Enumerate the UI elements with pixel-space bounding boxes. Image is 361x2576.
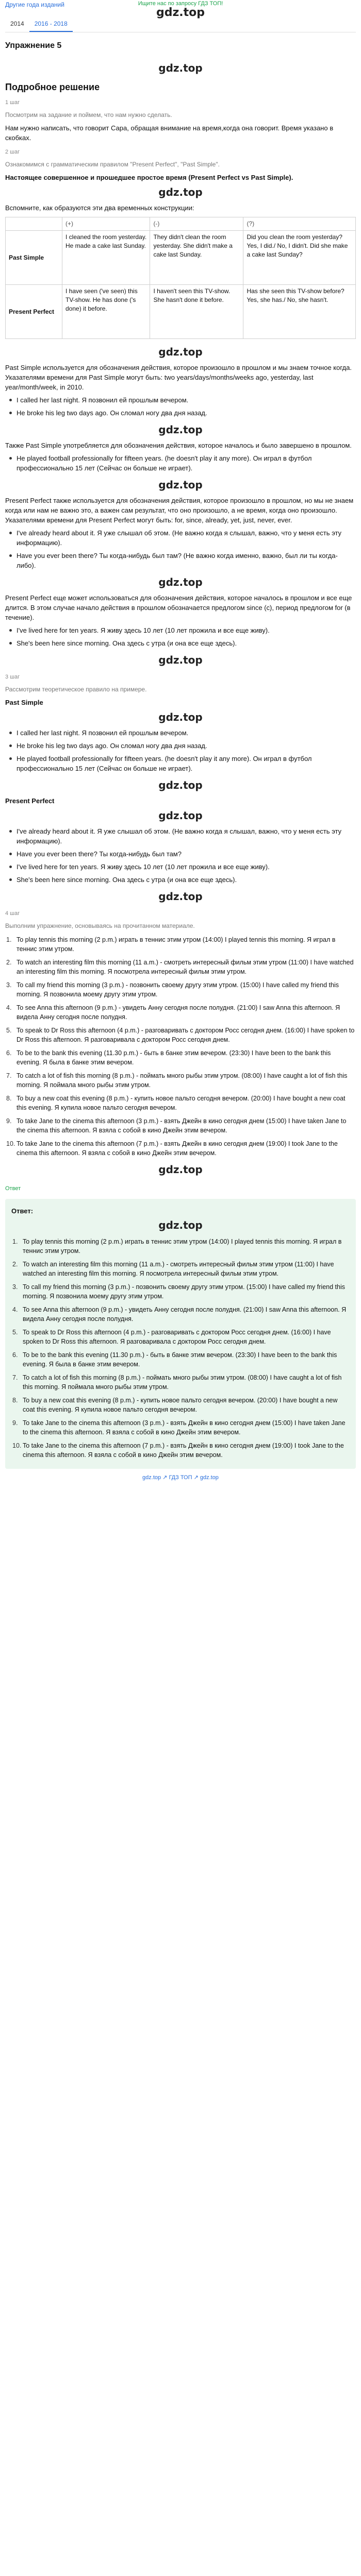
table-header: (?) (243, 217, 356, 231)
step-3-pp-title: Present Perfect (5, 797, 55, 805)
step-3-ps-list (5, 728, 356, 773)
step-2-label: 2 шаг (5, 149, 20, 155)
table-cell: I cleaned the room yesterday. He made a cake last Sunday. (62, 231, 150, 285)
present-perfect-rule: Present Perfect также используется для обозначения действия, которое произошло в прошлом, но мы не знаем когда или нам не важно это, а важен сам результат, что оно произошло, а не время, когда оно произошло. Указателями времени для Present Perfect могут быть: for, since, already, yet, just, never, ever. (5, 497, 354, 524)
list-item: To take Jane to the cinema this afternoon (3 p.m.) - взять Джейн в кино сегодня днем (15:00) I have taken Jane to the cinema this afternoon. Я взяла с собой в кино Джейн этим вечером. (23, 1419, 346, 1436)
list-item: To see Anna this afternoon (9 p.m.) - увидеть Анну сегодня после полудня. (21:00) I saw Anna this afternoon. Я видела Анну сегодня после полудня. (23, 1306, 347, 1323)
table-header: (+) (62, 217, 150, 231)
past-simple-rule-2: Также Past Simple употребляется для обозначения действия, которое началось и было завершено в прошлом. (5, 442, 352, 449)
table-header: (-) (150, 217, 243, 231)
list-item: To play tennis this morning (2 p.m.) играть в теннис этим утром (14:00) I played tennis this morning. Я играл в теннис этим утром. (23, 1238, 342, 1255)
list-item: She's been here since morning. Она здесь с утра (и она все еще здесь). (5, 875, 356, 885)
list-item: To take Jane to the cinema this afternoon (7 p.m.) - взять Джейн в кино сегодня днем (19:00) I took Jane to the cinema this afternoon. Я взяла с собой в кино Джейн этим вечером. (23, 1442, 344, 1459)
site-logo[interactable]: gdz.top (156, 6, 205, 19)
list-item: He broke his leg two days ago. Он сломал ногу два дня назад. (5, 408, 356, 418)
step-4-label: 4 шаг (5, 910, 20, 917)
list-item: I called her last night. Я позвонил ей прошлым вечером. (5, 728, 356, 738)
exercise-title: Упражнение 5 (5, 41, 62, 50)
watermark: gdz.top (158, 62, 203, 74)
step-4-list (5, 935, 356, 1158)
watermark: gdz.top (158, 186, 203, 198)
footer-links[interactable]: gdz.top ↗ ГДЗ ТОП ↗ gdz.top (142, 1475, 219, 1481)
year-tab-2016-2018[interactable]: 2016 - 2018 (29, 16, 73, 32)
watermark: gdz.top (158, 1163, 203, 1176)
list-item: To buy a new coat this evening (8 p.m.) - купить новое пальто сегодня вечером. (20:00) I have bought a new coat this evening. Я купила новое пальто сегодня вечером. (23, 1397, 338, 1413)
year-tab-2014[interactable]: 2014 (10, 20, 24, 27)
step-1-label: 1 шаг (5, 99, 20, 106)
table-cell: Did you clean the room yesterday? Yes, I did./ No, I didn't. Did she make a cake last Sunday? (243, 231, 356, 285)
list-item: To catch a lot of fish this morning (8 p.m.) - поймать много рыбы этим утром. (08:00) I have caught a lot of fish this morning. Я поймала много рыбы этим утром. (17, 1072, 348, 1089)
list-item: I've already heard about it. Я уже слышал об этом. (Не важно когда я слышал, важно, что у меня есть эту информацию). (5, 528, 356, 548)
past-simple-examples-2 (5, 453, 356, 473)
step-2-title: Настоящее совершенное и прошедшее простое время (Present Perfect vs Past Simple). (5, 174, 293, 181)
list-item: To call my friend this morning (3 p.m.) - позвонить своему другу этим утром. (15:00) I have called my friend this morning. Я позвонила моему другу этим утром. (23, 1283, 345, 1300)
watermark: gdz.top (158, 779, 203, 791)
table-row-head: Past Simple (6, 231, 62, 285)
list-item: To take Jane to the cinema this afternoon (3 p.m.) - взять Джейн в кино сегодня днем (15:00) I have taken Jane to the cinema this afternoon. Я взяла с собой в кино Джейн этим вечером. (17, 1117, 347, 1134)
list-item: Have you ever been there? Ты когда-нибудь был там? (5, 849, 356, 859)
table-header (6, 217, 62, 231)
promo-text: Ищите нас по запросу ГДЗ ТОП! (138, 1, 223, 7)
step-3-ps-title: Past Simple (5, 699, 43, 706)
answer-list (11, 1237, 350, 1460)
present-perfect-rule-2: Present Perfect еще может использоваться для обозначения действия, которое началось в прошлом и все еще длится. В этом случае начало действия в прошлом обозначается предлогом since (с), период предлогом for (в течение). (5, 594, 352, 621)
list-item: To call my friend this morning (3 p.m.) - позвонить своему другу этим утром. (15:00) I have called my friend this morning. Я позвонила моему другу этим утром. (17, 981, 339, 998)
present-perfect-examples-2 (5, 625, 356, 648)
step-3-hint: Рассмотрим теоретическое правило на примере. (5, 686, 147, 693)
list-item: He played football professionally for fifteen years. (he doesn't play it any more). Он играл в футбол профессионально 15 лет (Сейчас он больше не играет). (5, 754, 356, 773)
list-item: To be to the bank this evening (11.30 p.m.) - быть в банке этим вечером. (23:30) I have been to the bank this evening. Я была в банке этим вечером. (23, 1351, 337, 1368)
list-item: I've lived here for ten years. Я живу здесь 10 лет (10 лет прожила и все еще живу). (5, 862, 356, 872)
watermark: gdz.top (158, 1219, 203, 1231)
watermark: gdz.top (158, 479, 203, 491)
watermark: gdz.top (158, 423, 203, 436)
watermark: gdz.top (158, 711, 203, 723)
past-simple-rule: Past Simple используется для обозначения действия, которое произошло в прошлом и мы знаем точное когда. Указателями времени для Past Simple могут быть: two years/days/months/weeks ago, yesterday, last year/month/week, in 2010. (5, 364, 352, 391)
list-item: To be to the bank this evening (11.30 p.m.) - быть в банке этим вечером. (23:30) I have been to the bank this evening. Я была в банке этим вечером. (17, 1049, 331, 1066)
list-item: To take Jane to the cinema this afternoon (7 p.m.) - взять Джейн в кино сегодня днем (19:00) I took Jane to the cinema this afternoon. Я взяла с собой в кино Джейн этим вечером. (17, 1140, 338, 1157)
list-item: To watch an interesting film this morning (11 a.m.) - смотреть интересный фильм этим утром (11:00) I have watched an interesting film this morning. Я посмотрела интересный фильм этим утром. (17, 959, 354, 975)
step-3-pp-list (5, 826, 356, 885)
list-item: To speak to Dr Ross this afternoon (4 p.m.) - разговаривать с доктором Росс сегодня днем. (16:00) I have spoken to Dr Ross this afternoon. Я разговаривала с доктором Росс сегодня днем. (23, 1329, 331, 1345)
watermark: gdz.top (158, 890, 203, 903)
other-editions-link[interactable]: Другие года изданий (5, 1, 64, 8)
watermark: gdz.top (158, 809, 203, 822)
tenses-table (5, 217, 356, 339)
list-item: Have you ever been there? Ты когда-нибудь был там? (Не важно когда именно, важно, был ли ты когда-либо). (5, 551, 356, 570)
list-item: I've lived here for ten years. Я живу здесь 10 лет (10 лет прожила и все еще живу). (5, 625, 356, 635)
watermark: gdz.top (158, 654, 203, 666)
table-cell: I have seen ('ve seen) this TV-show. He has done ('s done) it before. (62, 285, 150, 339)
table-cell: They didn't clean the room yesterday. She didn't make a cake last Sunday. (150, 231, 243, 285)
answer-box (5, 1199, 356, 1469)
section-title: Подробное решение (5, 82, 100, 92)
step-4-hint: Выполним упражнение, основываясь на прочитанном материале. (5, 922, 195, 929)
list-item: I called her last night. Я позвонил ей прошлым вечером. (5, 395, 356, 405)
answer-tag: Ответ (5, 1185, 21, 1192)
list-item: To watch an interesting film this morning (11 a.m.) - смотреть интересный фильм этим утром (11:00) I have watched an interesting film this morning. Я посмотрела интересный фильм этим утром. (23, 1261, 334, 1277)
list-item: To play tennis this morning (2 p.m.) играть в теннис этим утром (14:00) I played tennis this morning. Я играл в теннис этим утром. (17, 936, 336, 953)
table-header-row (6, 217, 356, 231)
list-item: He broke his leg two days ago. Он сломал ногу два дня назад. (5, 741, 356, 751)
table-row-head: Present Perfect (6, 285, 62, 339)
step-1-text: Нам нужно написать, что говорит Сара, обращая внимание на время,когда она говорит. Время указано в скобках. (5, 124, 334, 142)
table-row (6, 231, 356, 285)
past-simple-examples (5, 395, 356, 418)
list-item: I've already heard about it. Я уже слышал об этом. (Не важно когда я слышал, важно, что у меня есть эту информацию). (5, 826, 356, 846)
table-row (6, 285, 356, 339)
list-item: To speak to Dr Ross this afternoon (4 p.m.) - разговаривать с доктором Росс сегодня днем. (16:00) I have spoken to Dr Ross this afternoon. Я разговаривала с доктором Росс сегодня днем. (17, 1027, 355, 1043)
list-item: She's been here since morning. Она здесь с утра (и она все еще здесь). (5, 638, 356, 648)
answer-title: Ответ: (11, 1207, 34, 1215)
list-item: To buy a new coat this evening (8 p.m.) - купить новое пальто сегодня вечером. (20:00) I have bought a new coat this evening. Я купила новое пальто сегодня вечером. (17, 1095, 346, 1111)
step-2-hint: Ознакомимся с грамматическим правилом "Present Perfect", "Past Simple". (5, 161, 220, 168)
list-item: He played football professionally for fifteen years. (he doesn't play it any more). Он играл в футбол профессионально 15 лет (Сейчас он больше не играет). (5, 453, 356, 473)
list-item: To see Anna this afternoon (9 p.m.) - увидеть Анну сегодня после полудня. (21:00) I saw Anna this afternoon. Я видела Анну сегодня после полудня. (17, 1004, 340, 1021)
table-cell: Has she seen this TV-show before? Yes, she has./ No, she hasn't. (243, 285, 356, 339)
present-perfect-examples (5, 528, 356, 570)
step-2-intro: Вспомните, как образуются эти два временных конструкции: (5, 204, 194, 212)
step-3-label: 3 шаг (5, 674, 20, 680)
watermark: gdz.top (158, 576, 203, 588)
step-1-hint: Посмотрим на задание и поймем, что нам нужно сделать. (5, 111, 172, 118)
watermark: gdz.top (158, 346, 203, 358)
list-item: To catch a lot of fish this morning (8 p.m.) - поймать много рыбы этим утром. (08:00) I have caught a lot of fish this morning. Я поймала много рыбы этим утром. (23, 1374, 342, 1391)
table-cell: I haven't seen this TV-show. She hasn't done it before. (150, 285, 243, 339)
